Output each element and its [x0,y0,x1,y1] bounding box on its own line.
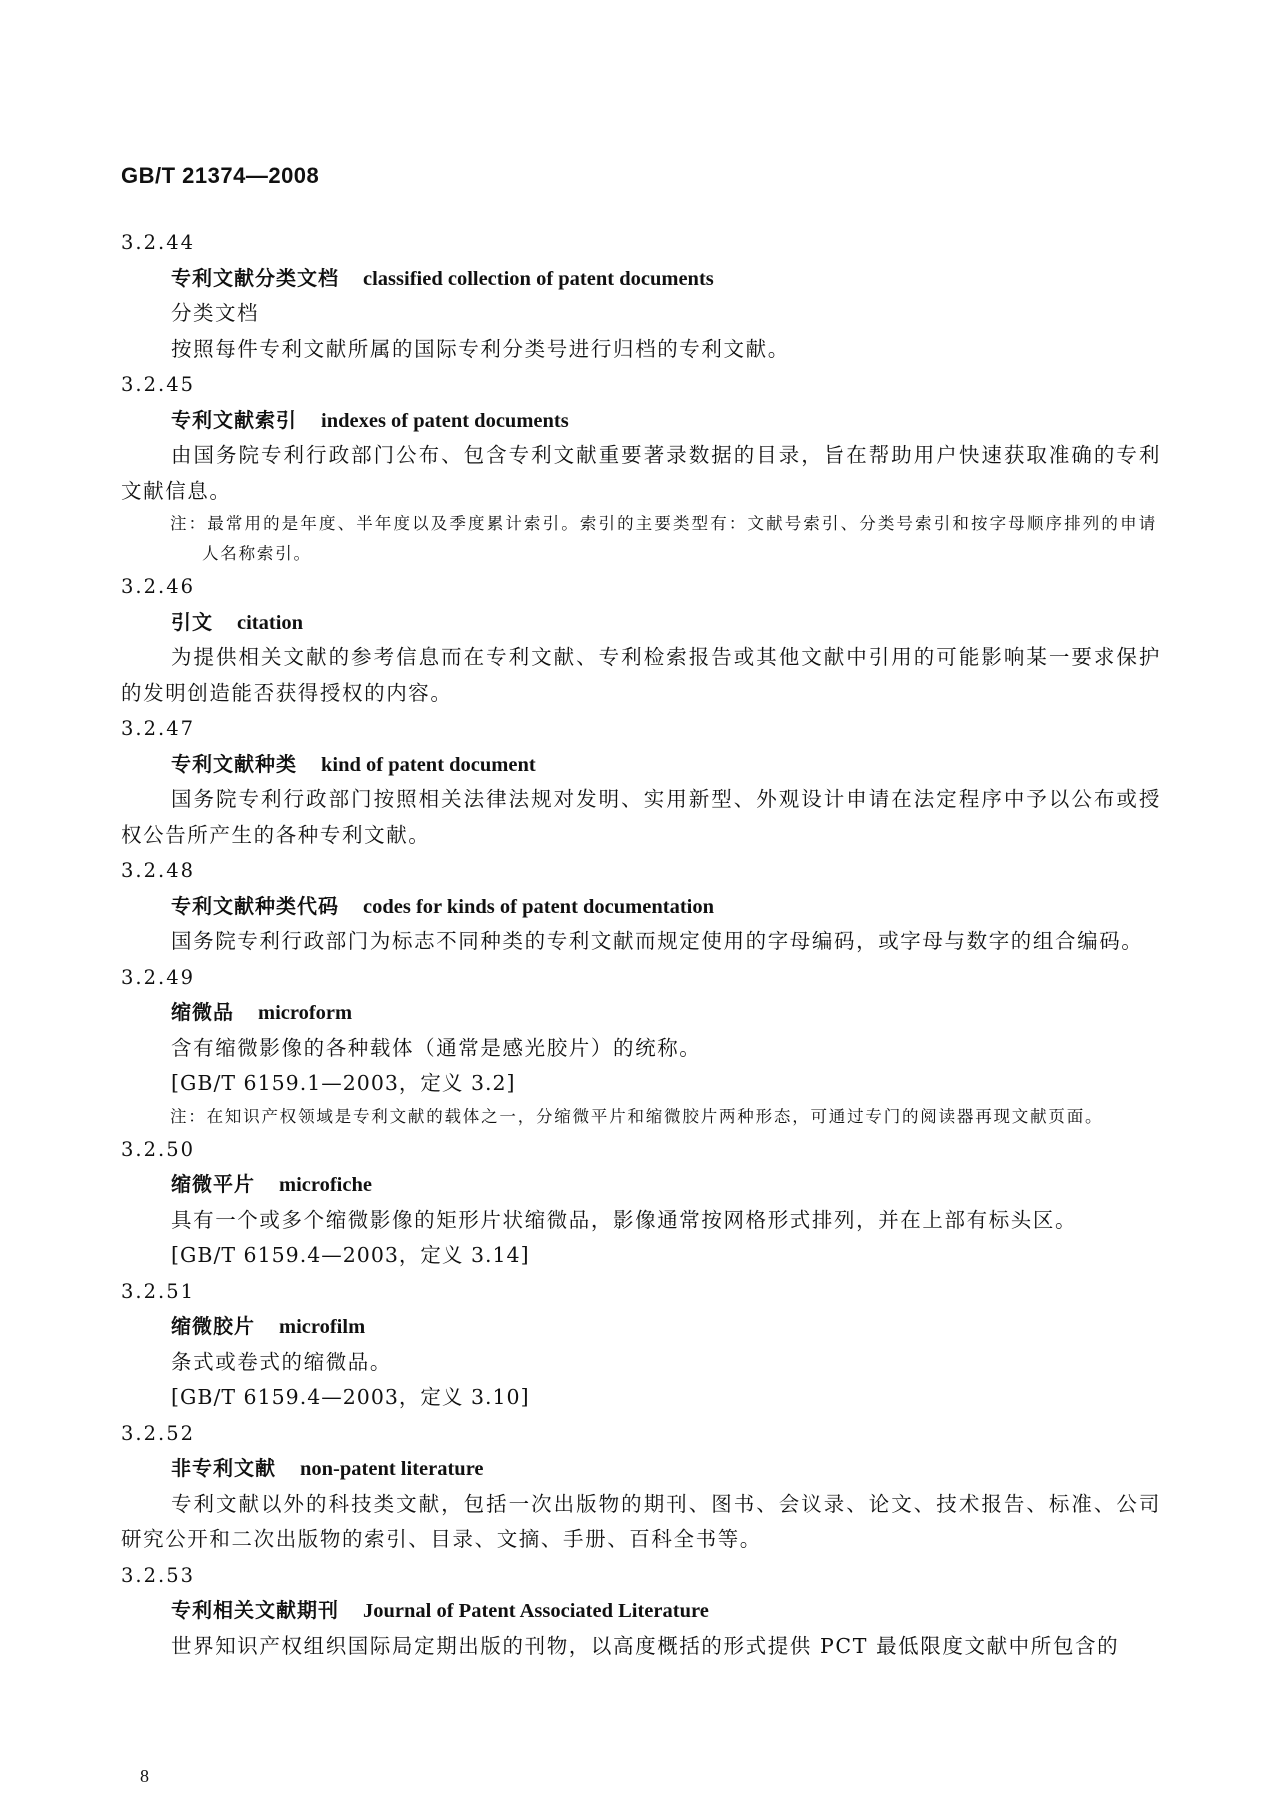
term-english: indexes of patent documents [321,409,569,432]
term-english: codes for kinds of patent documentation [363,895,714,918]
term-chinese: 专利文献种类代码 [171,893,339,918]
term-entry-3-2-44 [121,225,1161,367]
term-number: 3.2.46 [121,575,196,598]
term-heading [121,747,1161,783]
term-definition: 为提供相关文献的参考信息而在专利文献、专利检索报告或其他文献中引用的可能影响某一要求保护的发明创造能否获得授权的内容。 [121,645,1161,705]
term-definition: 具有一个或多个缩微影像的矩形片状缩微品，影像通常按网格形式排列，并在上部有标头区。 [171,1207,1078,1232]
term-entry-3-2-47 [121,711,1161,853]
term-english: microfiche [279,1174,372,1196]
term-note: 注：在知识产权领域是专利文献的载体之一，分缩微平片和缩微胶片两种形态，可通过专门的阅读器再现文献页面。 [170,1106,1104,1126]
term-number: 3.2.44 [121,231,196,254]
term-english: Journal of Patent Associated Literature [363,1600,709,1622]
term-note: 注：最常用的是年度、半年度以及季度累计索引。索引的主要类型有：文献号索引、分类号索引和按字母顺序排列的申请人名称索引。 [170,514,1157,563]
term-heading [121,1593,1161,1629]
term-source-reference: [GB/T 6159.1—2003，定义 3.2] [171,1071,516,1095]
term-chinese: 专利文献分类文档 [171,265,339,290]
term-entry-3-2-46 [121,569,1161,711]
term-heading [121,403,1161,439]
term-definition: 由国务院专利行政部门公布、包含专利文献重要著录数据的目录，旨在帮助用户快速获取准确的专利文献信息。 [121,443,1161,503]
term-chinese: 缩微品 [171,1000,234,1024]
term-chinese: 缩微胶片 [171,1314,255,1338]
term-source-reference: [GB/T 6159.4—2003，定义 3.10] [171,1385,530,1409]
term-heading [121,1309,1161,1345]
term-english: microform [258,1002,353,1024]
term-chinese: 非专利文献 [171,1456,276,1480]
term-chinese: 专利相关文献期刊 [171,1598,339,1622]
term-number: 3.2.50 [121,1137,196,1161]
term-definition: 国务院专利行政部门为标志不同种类的专利文献而规定使用的字母编码，或字母与数字的组合编码。 [171,929,1144,953]
term-heading [121,1167,1161,1203]
term-source-reference: [GB/T 6159.4—2003，定义 3.14] [171,1243,530,1267]
term-english: citation [237,611,304,634]
term-number: 3.2.51 [121,1279,196,1303]
term-definition: 专利文献以外的科技类文献，包括一次出版物的期刊、图书、会议录、论文、技术报告、标准、公司研究公开和二次出版物的索引、目录、文摘、手册、百科全书等。 [121,1491,1161,1551]
term-chinese: 专利文献种类 [171,751,297,776]
term-number: 3.2.48 [121,859,196,882]
term-entry-3-2-48 [121,853,1161,960]
term-chinese: 专利文献索引 [171,407,297,432]
term-english: kind of patent document [321,753,536,776]
term-definition: 按照每件专利文献所属的国际专利分类号进行归档的专利文献。 [171,336,790,361]
term-english: non-patent literature [300,1458,484,1480]
term-heading [121,889,1161,925]
page-number: 8 [140,1766,149,1786]
term-heading [121,605,1161,641]
term-entry-3-2-51 [121,1274,1161,1416]
term-entry-3-2-49 [121,960,1161,1132]
term-heading [121,261,1161,297]
term-chinese: 引文 [171,609,213,634]
term-synonym: 分类文档 [171,301,259,325]
term-definition: 含有缩微影像的各种载体（通常是感光胶片）的统称。 [171,1035,702,1060]
term-chinese: 缩微平片 [171,1172,255,1196]
term-entry-3-2-52 [121,1416,1161,1558]
term-number: 3.2.52 [121,1421,196,1445]
term-heading [121,995,1161,1031]
term-definition: 条式或卷式的缩微品。 [171,1349,392,1374]
standard-code-header: GB/T 21374—2008 [121,163,320,188]
term-heading [121,1451,1161,1487]
term-number: 3.2.45 [121,373,196,396]
term-list [121,225,1161,1664]
term-entry-3-2-50 [121,1132,1161,1274]
term-definition: 国务院专利行政部门按照相关法律法规对发明、实用新型、外观设计申请在法定程序中予以公布或授权公告所产生的各种专利文献。 [121,787,1161,847]
term-definition: 世界知识产权组织国际局定期出版的刊物，以高度概括的形式提供 PCT 最低限度文献中所包含的 [171,1633,1120,1658]
term-entry-3-2-45 [121,367,1161,569]
term-number: 3.2.49 [121,965,196,989]
term-entry-3-2-53 [121,1558,1161,1665]
term-english: classified collection of patent documents [363,267,714,290]
term-number: 3.2.53 [121,1563,196,1587]
term-number: 3.2.47 [121,717,196,740]
term-english: microfilm [279,1316,366,1338]
